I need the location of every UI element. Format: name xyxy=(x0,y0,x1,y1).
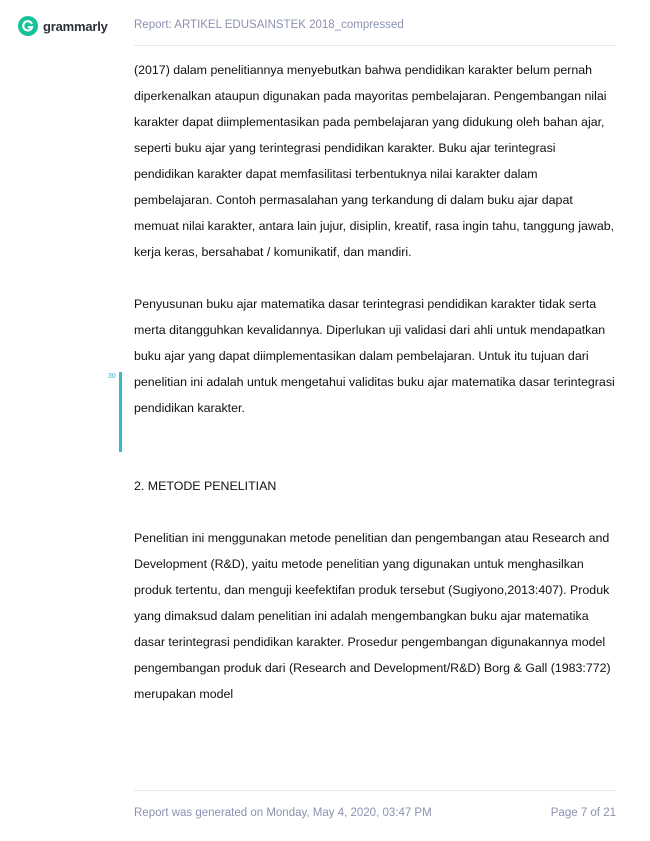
section-heading: 2. METODE PENELITIAN xyxy=(134,479,277,493)
document-body xyxy=(134,57,616,707)
brand-name: grammarly xyxy=(43,18,108,34)
report-title: Report: ARTIKEL EDUSAINSTEK 2018_compressed xyxy=(134,19,404,31)
paragraph-spacer xyxy=(134,499,616,525)
report-generated-date: Report was generated on Monday, May 4, 2020, 03:47 PM xyxy=(134,807,432,819)
header-divider xyxy=(134,45,616,46)
annotation-marker[interactable] xyxy=(119,372,122,452)
grammarly-logo xyxy=(18,16,108,36)
page-number: Page 7 of 21 xyxy=(550,807,616,819)
footer-divider xyxy=(134,790,616,791)
paragraph-spacer xyxy=(134,265,616,291)
annotation-number[interactable]: 30 xyxy=(108,373,116,380)
section-spacer xyxy=(134,421,616,473)
paragraph-3: Penelitian ini menggunakan metode penelitian dan pengembangan atau Research and Development (R&D), yaitu metode penelitian yang digunakan untuk menghasilkan produk tertentu, dan menguji keefektifan produk tersebut (Sugiyono,2013:407). Produk yang dimaksud dalam penelitian ini adalah mengembangkan buku ajar matematika dasar terintegrasi pendidikan karakter. Prosedur pengembangan digunakannya model pengembangan produk dari (Research and Development/R&D) Borg & Gall (1983:772) merupakan model xyxy=(134,531,611,701)
report-header xyxy=(0,0,650,48)
grammarly-g-icon xyxy=(18,16,38,36)
paragraph-1: (2017) dalam penelitiannya menyebutkan bahwa pendidikan karakter belum pernah diperkenalkan ataupun digunakan pada mayoritas pembelajaran. Pengembangan nilai karakter dapat diimplementasikan pada pembelajaran yang didukung oleh bahan ajar, seperti buku ajar yang terintegrasi pendidikan karakter. Buku ajar terintegrasi pendidikan karakter dapat memfasilitasi terbentuknya nilai karakter dalam pembelajaran. Contoh permasalahan yang terkandung di dalam buku ajar dapat memuat nilai karakter, antara lain jujur, disiplin, kreatif, rasa ingin tahu, tanggung jawab, kerja keras, bersahabat / komunikatif, dan mandiri. xyxy=(134,63,615,259)
paragraph-2: Penyusunan buku ajar matematika dasar terintegrasi pendidikan karakter tidak serta merta ditangguhkan kevalidannya. Diperlukan uji validasi dari ahli untuk mendapatkan buku ajar yang dapat diimplementasikan dalam pembelajaran. Untuk itu tujuan dari penelitian ini adalah untuk mengetahui validitas buku ajar matematika dasar terintegrasi pendidikan karakter. xyxy=(134,297,615,415)
